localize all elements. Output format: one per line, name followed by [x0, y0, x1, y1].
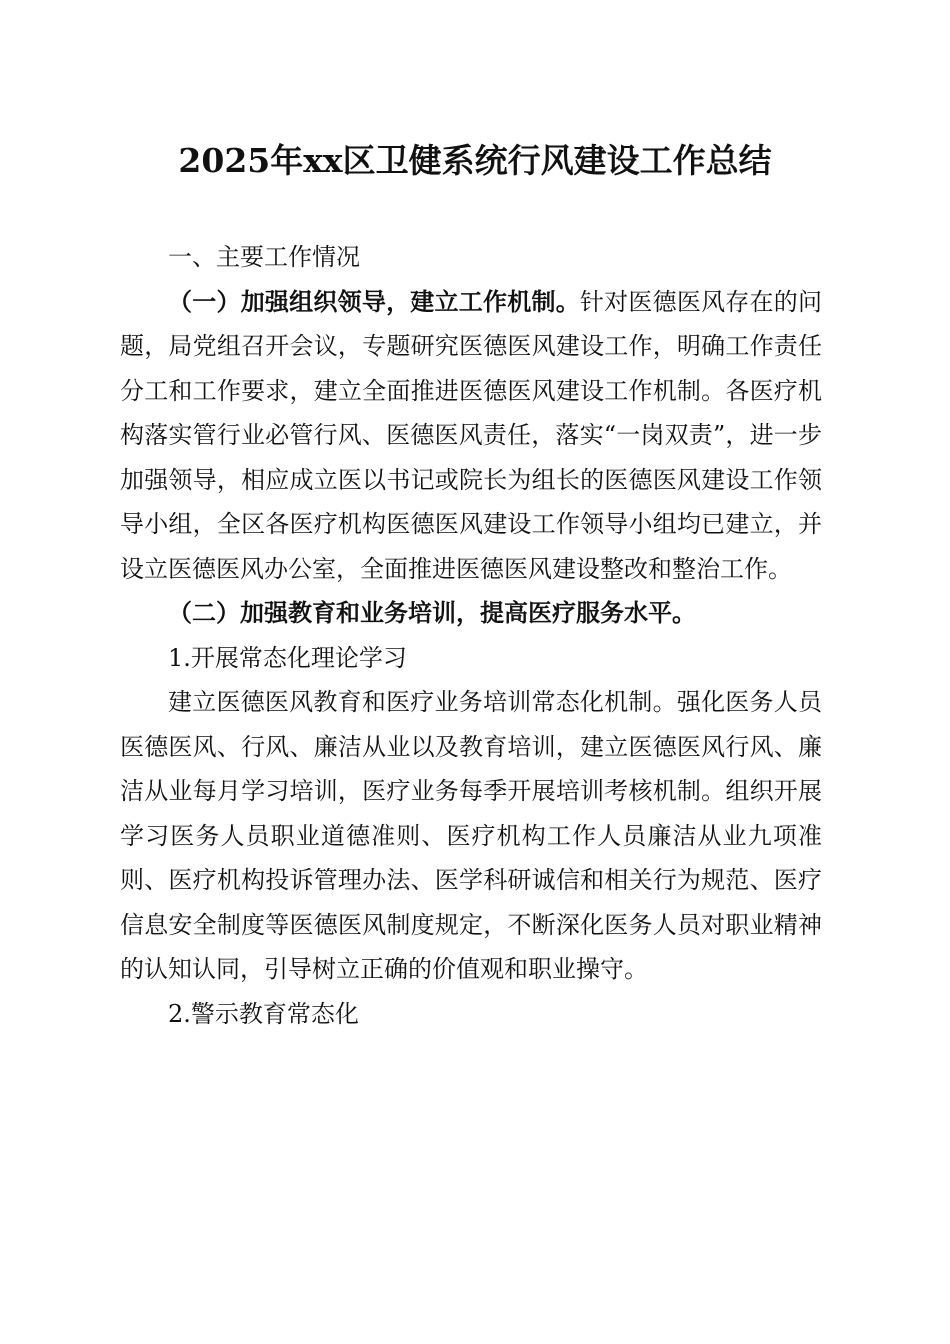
document-body	[120, 235, 822, 1036]
subsection-heading-organization: （一）加强组织领导，建立工作机制。	[168, 286, 580, 316]
item-text-theory-study: 建立医德医风教育和医疗业务培训常态化机制。强化医务人员医德医风、行风、廉洁从业以及教育培训，建立医德医风行风、廉洁从业每月学习培训，医疗业务每季开展培训考核机制。组织开展学习医务人员职业道德准则、医疗机构工作人员廉洁从业九项准则、医疗机构投诉管理办法、医学科研诚信和相关行为规范、医疗信息安全制度等医德医风制度规定，不断深化医务人员对职业精神的认知认同，引导树立正确的价值观和职业操守。	[120, 688, 822, 983]
subsection-organization-leadership	[120, 280, 822, 592]
item-heading-warning-education: 2.警示教育常态化	[168, 999, 359, 1028]
item-heading-theory-study: 1.开展常态化理论学习	[168, 643, 407, 672]
document-title: 2025年xx区卫健系统行风建设工作总结	[178, 141, 772, 180]
subsection-heading-education-training: （二）加强教育和业务培训，提高医疗服务水平。	[168, 598, 696, 627]
subsection-text-organization: 针对医德医风存在的问题，局党组召开会议，专题研究医德医风建设工作，明确工作责任分工和工作要求，建立全面推进医德医风建设工作机制。各医疗机构落实管行业必管行风、医德医风责任，落实“一岗双责”，进一步加强领导，相应成立医以书记或院长为组长的医德医风建设工作领导小组，全区各医疗机构医德医风建设工作领导小组均已建立，并设立医德医风办公室，全面推进医德医风建设整改和整治工作。	[120, 287, 822, 583]
section-heading-main-work: 一、主要工作情况	[168, 243, 360, 271]
